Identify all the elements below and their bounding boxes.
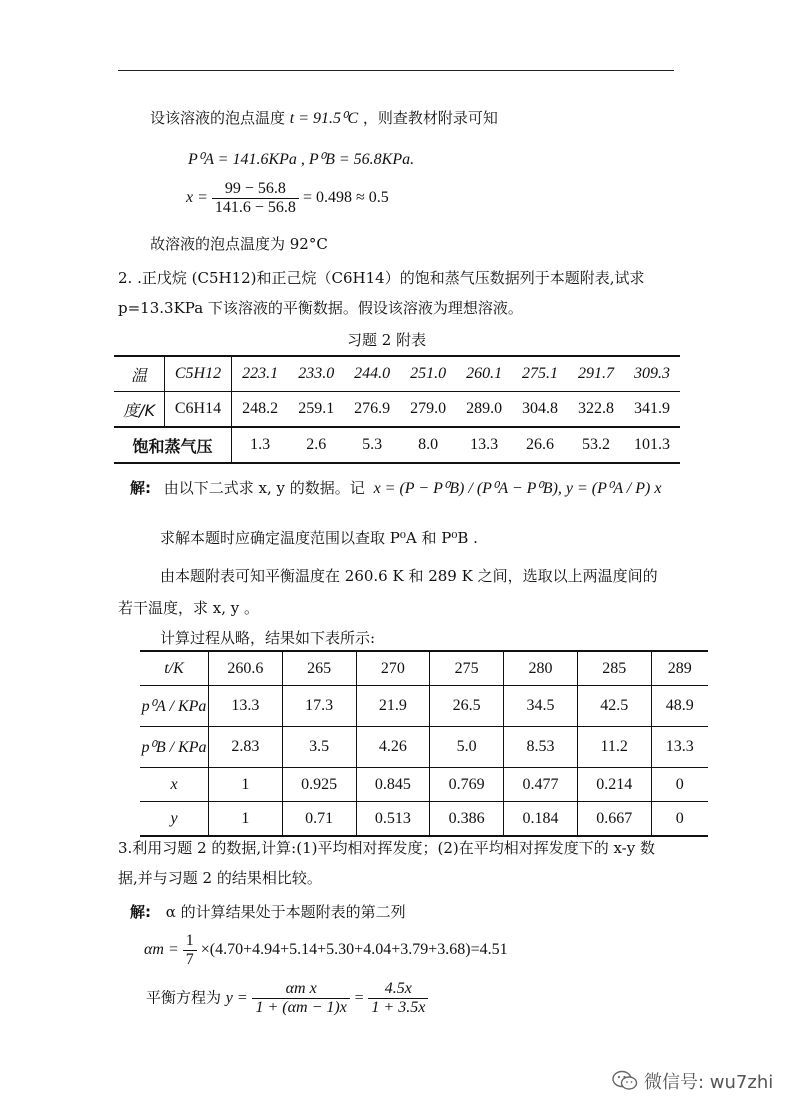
table-cell: 275.1 (522, 365, 559, 382)
balance-fraction-1 (252, 980, 349, 1017)
table-cell: 244.0 (354, 365, 391, 382)
balance-numerator: 4.5x (368, 980, 428, 999)
table-cell: 0.925 (282, 768, 356, 802)
row-label: p⁰A / KPa (140, 686, 209, 727)
table-row (140, 651, 708, 686)
row-label: x (140, 768, 209, 802)
watermark-text: 微信号: wu7zhi (644, 1072, 774, 1093)
balance-y: y = (225, 989, 248, 1007)
table-cell: 5.3 (344, 427, 400, 463)
table-cell: 304.8 (512, 392, 568, 428)
table-cell: 13.3 (456, 427, 512, 463)
table-cell: 26.5 (430, 686, 504, 727)
solution2-line2: 求解本题时应确定温度范围以查取 P⁰A 和 P⁰B . (160, 529, 478, 547)
table-cell: 13.3 (209, 686, 283, 727)
intro-text: 设该溶液的泡点温度 (150, 109, 286, 127)
table-cell: 101.3 (624, 427, 680, 463)
table-cell: 21.9 (356, 686, 430, 727)
alpha-numerator: 1 (183, 932, 197, 951)
x-label: x = (186, 189, 208, 207)
table-cell: 223.1 (242, 365, 279, 382)
table-row (114, 356, 680, 392)
table-cell: 0.71 (282, 802, 356, 837)
equilibrium-table (140, 650, 708, 837)
x-numerator: 99 − 56.8 (212, 180, 299, 199)
table-cell: 1 (209, 802, 283, 837)
table-cell: 2.6 (288, 427, 344, 463)
alpha-denominator: 7 (185, 951, 194, 968)
c6-label: C6H14 (165, 392, 232, 428)
row-label-top: 温 (114, 356, 165, 392)
problem3-solution-line (130, 902, 406, 922)
table-cell: 0.184 (504, 802, 578, 837)
solution-text: α 的计算结果处于本题附表的第二列 (165, 903, 406, 921)
x-denominator: 141.6 − 56.8 (214, 199, 296, 216)
intro-tail: ，则查教材附录可知 (362, 109, 498, 127)
table-row (140, 802, 708, 837)
table-header: 289 (651, 651, 708, 686)
table-cell: 291.7 (577, 365, 614, 382)
table-cell: 0.386 (430, 802, 504, 837)
table-header: 265 (282, 651, 356, 686)
table-cell: 13.3 (651, 727, 708, 768)
table-cell: 259.1 (288, 392, 344, 428)
table-row (140, 727, 708, 768)
table-cell: 26.6 (512, 427, 568, 463)
table-cell: 1.3 (232, 427, 289, 463)
c5-label: C5H12 (165, 356, 232, 392)
table-row (140, 768, 708, 802)
balance-denominator: 1 + 3.5x (371, 999, 426, 1016)
table-cell: 248.2 (232, 392, 289, 428)
table-cell: 0.845 (356, 768, 430, 802)
table-header: 280 (504, 651, 578, 686)
problem2-line2: p=13.3KPa 下该溶液的平衡数据。假设该溶液为理想溶液。 (118, 299, 523, 317)
problem3-line2: 据,并与习题 2 的结果相比较。 (118, 869, 322, 887)
solution2-line3: 由本题附表可知平衡温度在 260.6 K 和 289 K 之间，选取以上两温度间的 (160, 567, 658, 585)
alpha-lhs: αm = (144, 941, 179, 959)
wechat-icon (612, 1070, 638, 1092)
solution-label: 解: (130, 479, 151, 497)
table-cell: 34.5 (504, 686, 578, 727)
table-cell: 0.667 (577, 802, 651, 837)
row-label: p⁰B / KPa (140, 727, 209, 768)
solution2-line5: 计算过程从略，结果如下表所示: (160, 629, 376, 647)
table-cell: 0.214 (577, 768, 651, 802)
table-cell: 53.2 (568, 427, 624, 463)
table-cell: 48.9 (651, 686, 708, 727)
table-cell: 0 (651, 802, 708, 837)
table-cell: 8.0 (400, 427, 456, 463)
table-cell: 42.5 (577, 686, 651, 727)
balance-equals: = (354, 989, 364, 1007)
alpha-rhs: ×(4.70+4.94+5.14+5.30+4.04+3.79+3.68)=4.51 (200, 941, 508, 959)
table-cell: 341.9 (624, 392, 680, 428)
table-cell: 5.0 (430, 727, 504, 768)
table-cell: 289.0 (456, 392, 512, 428)
wechat-watermark (612, 1068, 773, 1094)
x-equation (186, 180, 389, 217)
table-row (114, 392, 680, 428)
table-cell: 4.26 (356, 727, 430, 768)
pressure-values: P⁰A = 141.6KPa , P⁰B = 56.8KPa. (188, 151, 415, 168)
header-rule (118, 70, 674, 71)
table-cell: 260.1 (466, 365, 503, 382)
table-cell: 233.0 (298, 365, 335, 382)
balance-equation (146, 980, 428, 1017)
table-cell: 0.477 (504, 768, 578, 802)
table-cell: 276.9 (344, 392, 400, 428)
table-header: 285 (577, 651, 651, 686)
balance-numerator: αm x (252, 980, 349, 999)
table-header: 270 (356, 651, 430, 686)
table-cell: 0 (651, 768, 708, 802)
problem3-line1: 3.利用习题 2 的数据,计算:(1)平均相对挥发度；(2)在平均相对挥发度下的 x-y 数 (118, 839, 655, 857)
table-cell: 0.513 (356, 802, 430, 837)
table-cell: 1 (209, 768, 283, 802)
row-label: y (140, 802, 209, 837)
row-label-bottom: 度/K (114, 392, 165, 428)
alpha-equation (144, 932, 508, 969)
solution-text: 由以下二式求 x, y 的数据。记 (163, 479, 365, 497)
table-cell: 2.83 (209, 727, 283, 768)
table-row (114, 427, 680, 463)
table-header: 260.6 (209, 651, 283, 686)
x-fraction (212, 180, 299, 217)
table-cell: 8.53 (504, 727, 578, 768)
intro-conclusion: 故溶液的泡点温度为 92°C (150, 235, 328, 253)
problem2-line1: 2. .正戊烷 (C5H12)和正己烷（C6H14）的饱和蒸气压数据列于本题附表,试求 (118, 269, 645, 287)
table-cell: 279.0 (400, 392, 456, 428)
table-cell: 251.0 (410, 365, 447, 382)
solution-label: 解: (130, 903, 151, 921)
intro-line (150, 108, 498, 129)
x-result: = 0.498 ≈ 0.5 (302, 189, 389, 207)
balance-denominator: 1 + (αm − 1)x (255, 999, 347, 1016)
table-cell: 0.769 (430, 768, 504, 802)
table-header: t/K (140, 651, 209, 686)
balance-fraction-2 (368, 980, 428, 1017)
xy-formula: x = (P − P⁰B) / (P⁰A − P⁰B), y = (P⁰A / P) x (373, 480, 662, 497)
solution2-line1 (130, 478, 661, 499)
table-row (140, 686, 708, 727)
balance-label: 平衡方程为 (146, 988, 222, 1007)
table-cell: 11.2 (577, 727, 651, 768)
table-caption: 习题 2 附表 (347, 331, 427, 349)
vapor-pressure-table (114, 355, 680, 464)
solution2-line4: 若干温度，求 x, y 。 (118, 599, 260, 617)
table-cell: 3.5 (282, 727, 356, 768)
table-cell: 309.3 (633, 365, 670, 382)
pressure-label: 饱和蒸气压 (114, 427, 232, 463)
table-cell: 17.3 (282, 686, 356, 727)
bubble-temp: t = 91.5⁰C (289, 110, 359, 127)
table-cell: 322.8 (568, 392, 624, 428)
table-header: 275 (430, 651, 504, 686)
alpha-fraction (183, 932, 197, 969)
